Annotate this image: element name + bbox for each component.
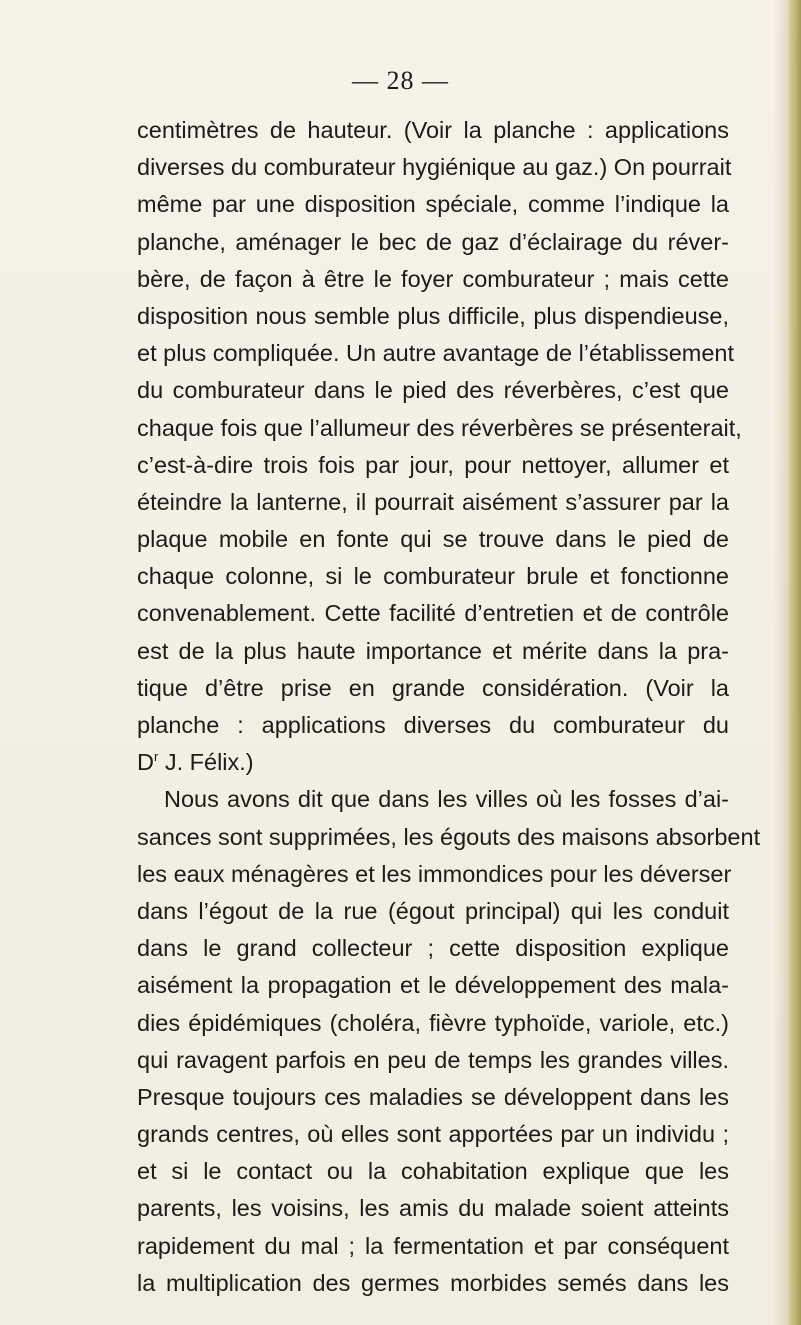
text-line: centimètres de hauteur. (Voir la planche : applications [137, 117, 729, 143]
text-line: Presque toujours ces maladies se développent dans les [137, 1083, 729, 1110]
doctor-abbrev: D [137, 749, 154, 776]
text-line: la multiplication des germes morbides semés dans les [137, 1269, 729, 1296]
text-line: les eaux ménagères et les immondices pour les déverser [137, 860, 732, 887]
text-line-signature [137, 744, 729, 781]
body-text [137, 112, 761, 1302]
text-line: diverses du comburateur hygiénique au gaz.) On pourrait [137, 154, 732, 181]
text-line: planche : applications diverses du comburateur du [137, 712, 729, 738]
text-line: même par une disposition spéciale, comme l’indique la [137, 191, 729, 218]
text-line: qui ravagent parfois en peu de temps les grandes villes. [137, 1046, 729, 1073]
text-line: grands centres, où elles sont apportées par un individu ; [137, 1121, 729, 1148]
text-line: chaque colonne, si le comburateur brule et fonctionne [137, 563, 729, 590]
paragraph-start: Nous avons dit que dans les villes où les fosses d’ai- [164, 786, 729, 813]
text-line: c’est-à-dire trois fois par jour, pour nettoyer, allumer et [137, 451, 729, 478]
author-name: J. Félix.) [158, 749, 254, 776]
text-line: plaque mobile en fonte qui se trouve dans le pied de [137, 526, 729, 553]
text-line: chaque fois que l’allumeur des réverbères se présenterait, [137, 414, 742, 441]
text-line: du comburateur dans le pied des réverbères, c’est que [137, 377, 729, 404]
text-line: éteindre la lanterne, il pourrait aisément s’assurer par la [137, 488, 729, 515]
text-line: dans le grand collecteur ; cette disposition explique [137, 935, 729, 962]
text-line: et plus compliquée. Un autre avantage de l’établissement [137, 340, 735, 367]
page-number: — 28 — [352, 66, 449, 95]
text-line: dans l’égout de la rue (égout principal) qui les conduit [137, 897, 729, 924]
doctor-abbrev-superscript: r [153, 749, 159, 765]
text-line: planche, aménager le bec de gaz d’éclairage du réver- [137, 228, 729, 255]
text-line: parents, les voisins, les amis du malade soient atteints [137, 1195, 729, 1222]
text-line: rapidement du mal ; la fermentation et par conséquent [137, 1232, 729, 1259]
text-line: bère, de façon à être le foyer comburateur ; mais cette [137, 265, 729, 292]
text-line: aisément la propagation et le développement des mala- [137, 972, 729, 999]
text-line: et si le contact ou la cohabitation explique que les [137, 1158, 729, 1185]
text-line: sances sont supprimées, les égouts des maisons absorbent [137, 823, 761, 850]
text-line: est de la plus haute importance et mérite dans la pra- [137, 637, 729, 664]
text-line: convenablement. Cette facilité d’entretien et de contrôle [137, 600, 729, 627]
text-line: dies épidémiques (choléra, fièvre typhoïde, variole, etc.) [137, 1009, 729, 1036]
text-line: disposition nous semble plus difficile, plus dispendieuse, [137, 302, 729, 329]
text-line: tique d’être prise en grande considération. (Voir la [137, 674, 729, 701]
page-edge-shadow [789, 0, 801, 1325]
